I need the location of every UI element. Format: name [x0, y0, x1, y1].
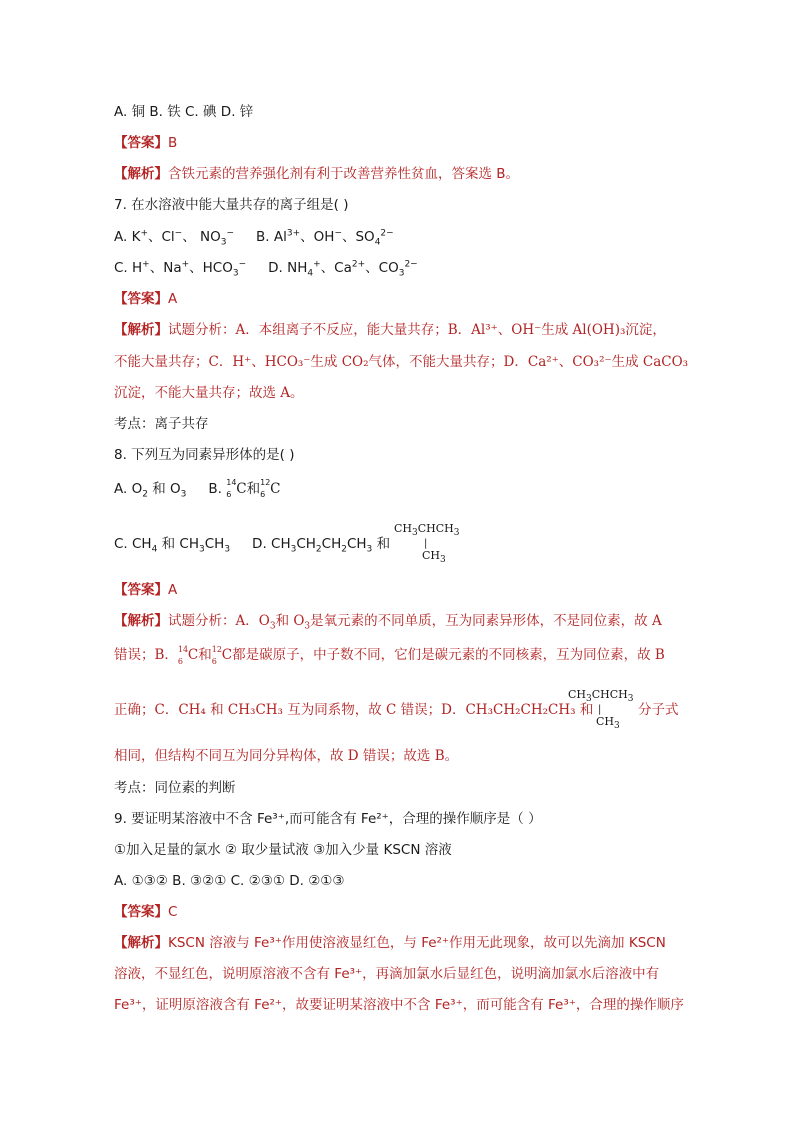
q8-analysis-line-1b: 错误；B． 14 6 C和 12 6 C都是碳原子，中子数不同，它们是碳元素的不同核素，互为同位素，故 B — [114, 644, 665, 666]
q7-options-ab: A. K+、Cl−、 $NO_3^-$ B. $Al^{3+}$、OH−、$SO_4^{2-}$ — [114, 228, 394, 248]
answer-label: 【答案】 — [114, 135, 168, 151]
isobutane-structure-2: $CH_3CHCH_3$ | $CH_3$ — [568, 688, 634, 732]
q7-stem: 7. 在水溶液中能大量共存的离子组是( ) — [114, 197, 349, 213]
q8-kaodian-line — [114, 779, 236, 797]
q8-analysis-line-1: 【解析】试题分析：A．$O_3$和 $O_3$是氧元素的不同单质，互为同素异形体，不是同位素，故 A — [114, 613, 662, 632]
q7-kaodian-line — [114, 415, 209, 433]
q9-answer: C — [168, 904, 178, 920]
q8-answer-line — [114, 581, 177, 599]
kaodian-label: 考点： — [114, 416, 155, 432]
q9-analysis-line-3: Fe³⁺，证明原溶液含有 Fe²⁺，故要证明某溶液中不含 Fe³⁺，而可能含有 Fe³⁺，合理的操作顺序 — [114, 997, 684, 1013]
q6-analysis-line — [114, 165, 519, 183]
q6-answer-line — [114, 134, 177, 152]
analysis-label: 【解析】 — [114, 935, 168, 951]
document-page: A. 铜 B. 铁 C. 碘 D. 锌 【答案】B 【解析】含铁元素的营养强化剂有利于改善营养性贫血，答案选 B。 7. 在水溶液中能大量共存的离子组是( ) A. K+、Cl−、 $NO_3^-$ B. $Al^{3+}$、OH−、$SO_4^{2-}$ C. H+、Na+、$HCO_3^-$ D. $NH_4^+$、$Ca^{2+}$、$CO_3^{2-}$ 【答案】A 【解析】试题分析：A．本组离子不反应，能大量共存；B．Al³⁺、OH⁻生成 Al(OH)₃沉淀， 不能大量共存；C．H⁺、HCO₃⁻生成 CO₂气体，不能大量共存；D．Ca²⁺、CO₃²⁻生成 CaCO₃ 沉淀，不能大量共存；故选 A。 考点：离子共存 8. 下列互为同素异形体的是( ) A. $O_2$ 和 $O_3$ B. 14 6 C和 12 6 C C. $CH_4$ 和 $CH_3CH_3$ D. $CH_3CH_2CH_2CH_3$ 和 $CH_3CHCH_3$ | $CH_3$ 【答案】A 【解析】试题分析：A．$O_3$和 $O_3$是氧元素的不同单质，互为同素异形体，不是同位素，故 A 错误；B． 14 6 C和 12 6 C都是碳原子，中子数不同，它们是碳元素的不同核素，互为同位素，故 B 正确；C．CH₄ 和 CH₃CH₃ 互为同系物，故 C 错误；D．CH₃CH₂CH₂CH₃ 和 $CH_3CHCH_3$ | $CH_3$ 分子式 相同，但结构不同互为同分异构体，故 D 错误；故选 B。 考点：同位素的判断 9. 要证明某溶液中不含 Fe³⁺,而可能含有 Fe²⁺，合理的操作顺序是（ ） ①加入足量的氯水 ② 取少量试液 ③加入少量 KSCN 溶液 A. ①③② B. ③②① C. ②③① D. ②①③ 【答案】C 【解析】KSCN 溶液与 Fe³⁺作用使溶液显红色，与 Fe²⁺作用无此现象，故可以先滴加 KSCN 溶液，不显红色，说明原溶液不含有 Fe³⁺，再滴加氯水后显红色，说明滴加氯水后溶液中有 Fe³⁺，证明原溶液含有 Fe²⁺，故要证明某溶液中不含 Fe³⁺，而可能含有 Fe³⁺，合理的操作顺序 — [114, 104, 689, 1013]
analysis-label: 【解析】 — [114, 322, 168, 338]
q6-analysis: 含铁元素的营养强化剂有利于改善营养性贫血，答案选 B。 — [168, 166, 520, 182]
q7-kaodian: 离子共存 — [154, 416, 209, 432]
q7-analysis-line-2: 不能大量共存；C．H⁺、HCO₃⁻生成 CO₂气体，不能大量共存；D．Ca²⁺、CO₃²⁻生成 CaCO₃ — [114, 354, 689, 370]
kaodian-label: 考点： — [114, 780, 155, 796]
q9-stem: 9. 要证明某溶液中不含 Fe³⁺,而可能含有 Fe²⁺，合理的操作顺序是（ ） — [114, 811, 542, 827]
q9-options: A. ①③② B. ③②① C. ②③① D. ②①③ — [114, 873, 345, 889]
analysis-label: 【解析】 — [114, 613, 168, 629]
q7-analysis-1: 试题分析：A．本组离子不反应，能大量共存；B．Al³⁺、OH⁻生成 Al(OH)₃沉淀， — [168, 322, 666, 338]
q8-options-ab: A. $O_2$ 和 $O_3$ B. 14 6 C和 12 6 C — [114, 478, 281, 500]
answer-label: 【答案】 — [114, 582, 168, 598]
q7-analysis-line-1 — [114, 321, 666, 339]
q8-analysis-line-3: 相同，但结构不同互为同分异构体，故 D 错误；故选 B。 — [114, 748, 459, 764]
q6-options: A. 铜 B. 铁 C. 碘 D. 锌 — [114, 104, 254, 120]
q6-answer: B — [168, 135, 178, 151]
q9-analysis-line-2: 溶液，不显红色，说明原溶液不含有 Fe³⁺，再滴加氯水后显红色，说明滴加氯水后溶液中有 — [114, 966, 660, 982]
q8-answer: A — [168, 582, 178, 598]
q7-options-cd: C. H+、Na+、$HCO_3^-$ D. $NH_4^+$、$Ca^{2+}$、$CO_3^{2-}$ — [114, 259, 418, 279]
q9-answer-line — [114, 903, 177, 921]
q9-analysis-1: KSCN 溶液与 Fe³⁺作用使溶液显红色，与 Fe²⁺作用无此现象，故可以先滴加 KSCN — [168, 935, 666, 951]
q7-answer-line — [114, 290, 177, 308]
q8-stem: 8. 下列互为同素异形体的是( ) — [114, 447, 295, 463]
answer-label: 【答案】 — [114, 904, 168, 920]
isotope-c12: 12 6 — [260, 478, 271, 499]
isobutane-structure: $CH_3CHCH_3$ | $CH_3$ — [394, 522, 460, 566]
q7-answer: A — [168, 291, 178, 307]
q9-steps: ①加入足量的氯水 ② 取少量试液 ③加入少量 KSCN 溶液 — [114, 842, 452, 858]
analysis-label: 【解析】 — [114, 166, 168, 182]
q9-analysis-line-1 — [114, 934, 666, 952]
q7-analysis-line-3: 沉淀，不能大量共存；故选 A。 — [114, 385, 304, 401]
q8-kaodian: 同位素的判断 — [154, 780, 236, 796]
isotope-c14: 14 6 — [226, 478, 237, 499]
answer-label: 【答案】 — [114, 291, 168, 307]
